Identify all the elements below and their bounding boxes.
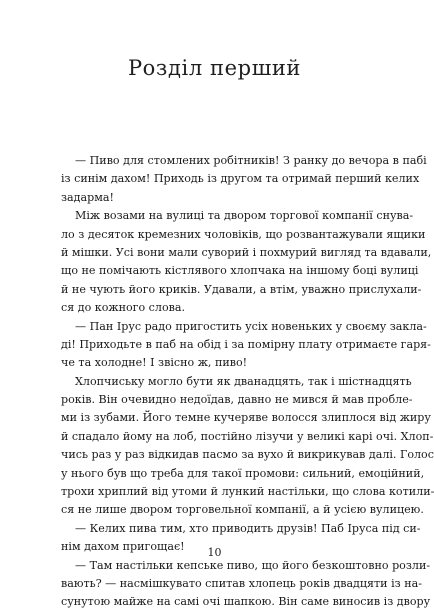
text-line: у нього був що треба для такої промови: сильний, емоційний, — [61, 466, 425, 480]
text-line: що не помічають кістлявого хлопчака на іншому боці вулиці — [61, 264, 419, 278]
text-line: ді! Приходьте в паб на обід і за помірну плату отримаєте гаря- — [61, 337, 431, 351]
text-line: й спадало йому на лоб, постійно лізучи у великі карі очі. Хлоп- — [61, 429, 434, 443]
text-line: трохи хриплий від утоми й лункий настільки, що слова котили- — [61, 485, 434, 499]
text-line: й мішки. Усі вони мали суворий і похмурий вигляд та вдавали, — [61, 245, 432, 259]
text-line: із синім дахом! Приходь із другом та отримай перший келих — [61, 172, 420, 186]
text-line: років. Він очевидно недоїдав, давно не мився й мав пробле- — [61, 393, 413, 407]
text-line: — Пан Ірус радо пригостить усіх новеньких у своєму закла- — [75, 319, 427, 333]
text-line: — Там настільки кепське пиво, що його безкоштовно розли- — [75, 558, 431, 572]
text-line: й не чують його криків. Удавали, а втім, уважно прислухали- — [61, 282, 422, 296]
text-line: ся не лише двором торговельної компанії, а й усією вулицею. — [61, 503, 424, 517]
page-number: 10 — [207, 546, 222, 559]
text-line: Хлопчиську могло бути як дванадцять, так і шістнадцять — [75, 374, 412, 388]
text-line: нім дахом пригощає! — [61, 540, 185, 554]
text-line: — Келих пива тим, хто приводить друзів! Паб Іруса під си- — [75, 521, 421, 535]
body-text — [61, 152, 434, 612]
text-line: чись раз у раз відкидав пасмо за вухо й викрикував далі. Голос — [61, 448, 434, 462]
text-line: че та холодне! І звісно ж, пиво! — [61, 356, 248, 370]
text-line: сунутою майже на самі очі шапкою. Він саме виносив із двору — [61, 595, 431, 609]
text-line: ся до кожного слова. — [61, 301, 186, 315]
text-line: ло з десяток кремезних чоловіків, що розвантажували ящики — [61, 227, 426, 241]
text-line: — Пиво для стомлених робітників! З ранку до вечора в пабі — [75, 154, 427, 167]
chapter-title: Розділ перший — [127, 56, 302, 80]
text-line: вають? — насмішкувато спитав хлопець років двадцяти із на- — [61, 576, 422, 590]
text-line: ми із зубами. Його темне кучеряве волосся злиплося від жиру — [61, 411, 431, 425]
text-line: задарма! — [61, 190, 114, 204]
text-line: Між возами на вулиці та двором торгової компанії снува- — [75, 209, 414, 223]
